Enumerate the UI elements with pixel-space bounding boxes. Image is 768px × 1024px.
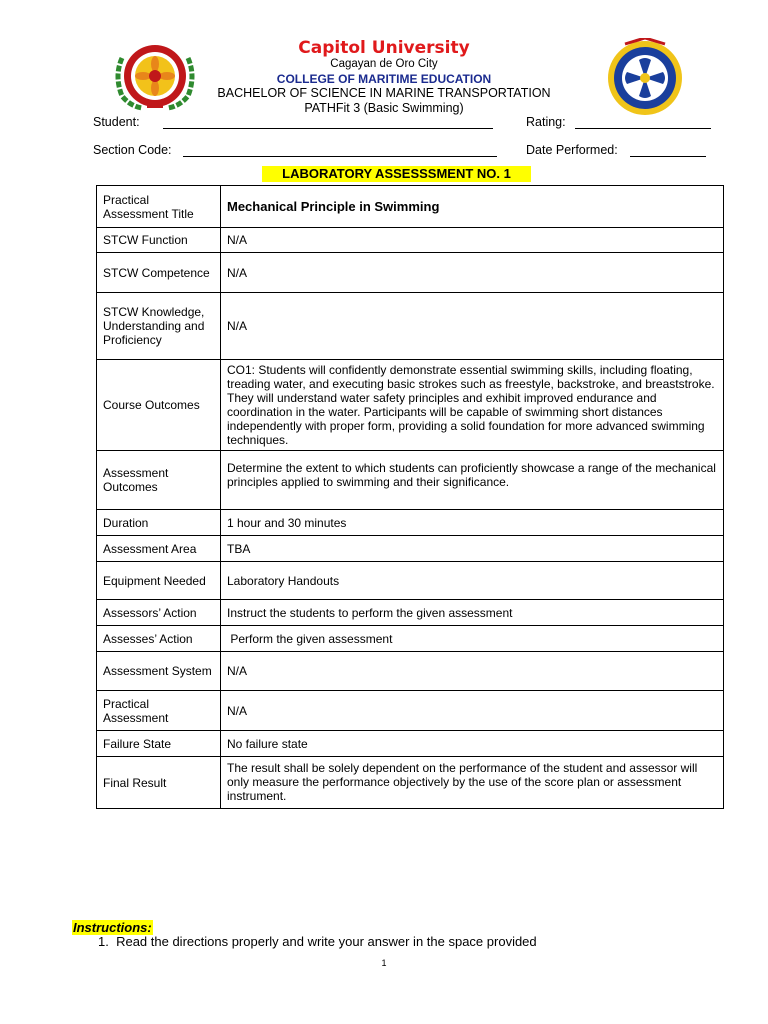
table-row [97, 652, 724, 691]
row-value: CO1: Students will confidently demonstrate essential swimming skills, including floating, treading water, and executing basic strokes such as freestyle, backstroke, and breaststroke. They will understand water safety principles and exhibit improved endurance and coordination in the water. Participants will be capable of swimming short distances independently with proper form, providing a solid foundation for more advanced swimming techniques. [221, 360, 724, 451]
table-row [97, 451, 724, 510]
instructions-heading: Instructions: [73, 920, 152, 935]
row-label: Assesses’ Action [97, 626, 221, 652]
table-row [97, 691, 724, 731]
rating-field [526, 115, 566, 129]
program-name: BACHELOR OF SCIENCE IN MARINE TRANSPORTATION [217, 86, 551, 100]
section-code-blank[interactable] [183, 145, 497, 157]
table-row [97, 626, 724, 652]
university-name: Capitol University [298, 38, 470, 58]
student-field [93, 115, 140, 129]
row-label: Practical Assessment [97, 691, 221, 731]
table-row [97, 731, 724, 757]
lab-assessment-title: LABORATORY ASSESSSMENT NO. 1 [262, 166, 531, 182]
section-code-field [93, 143, 172, 157]
page-number: 1 [381, 958, 387, 968]
date-performed-blank[interactable] [630, 145, 706, 157]
instruction-text: Read the directions properly and write your answer in the space provided [116, 934, 537, 949]
row-label: Final Result [97, 757, 221, 809]
row-value: Determine the extent to which students can proficiently showcase a range of the mechanical principles applied to swimming and their significance. [221, 451, 724, 510]
row-label: Assessment System [97, 652, 221, 691]
row-value: N/A [221, 652, 724, 691]
instruction-item [98, 934, 537, 949]
student-blank[interactable] [163, 117, 493, 129]
row-value: Perform the given assessment [221, 626, 724, 652]
table-row [97, 510, 724, 536]
row-value: N/A [221, 228, 724, 253]
row-value: Instruct the students to perform the given assessment [221, 600, 724, 626]
table-row [97, 360, 724, 451]
table-row [97, 253, 724, 293]
row-value: No failure state [221, 731, 724, 757]
college-name: COLLEGE OF MARITIME EDUCATION [276, 72, 492, 86]
row-label: Assessment Area [97, 536, 221, 562]
city: Cagayan de Oro City [330, 58, 438, 70]
date-performed-label: Date Performed: [526, 143, 618, 157]
row-value: Laboratory Handouts [221, 562, 724, 600]
row-value: 1 hour and 30 minutes [221, 510, 724, 536]
row-value: N/A [221, 691, 724, 731]
row-label: STCW Competence [97, 253, 221, 293]
instruction-number: 1. [98, 934, 109, 949]
row-value: TBA [221, 536, 724, 562]
row-value: The result shall be solely dependent on the performance of the student and assessor will only measure the performance objectively by the use of the score plan or assessment instrument. [221, 757, 724, 809]
row-label: Failure State [97, 731, 221, 757]
row-label: Assessment Outcomes [97, 451, 221, 510]
table-row [97, 600, 724, 626]
student-label: Student: [93, 115, 140, 129]
row-label: STCW Knowledge, Understanding and Proficiency [97, 293, 221, 360]
row-value: N/A [221, 293, 724, 360]
assessment-table [96, 185, 724, 809]
row-label: Practical Assessment Title [97, 186, 221, 228]
table-row [97, 293, 724, 360]
row-value: Mechanical Principle in Swimming [221, 186, 724, 228]
table-row [97, 228, 724, 253]
row-label: Assessors’ Action [97, 600, 221, 626]
table-row [97, 562, 724, 600]
table-row [97, 536, 724, 562]
rating-blank[interactable] [575, 117, 711, 129]
row-value: N/A [221, 253, 724, 293]
date-performed-field [526, 143, 618, 157]
row-label: Course Outcomes [97, 360, 221, 451]
course-name: PATHFit 3 (Basic Swimming) [304, 101, 464, 115]
row-label: STCW Function [97, 228, 221, 253]
rating-label: Rating: [526, 115, 566, 129]
table-row [97, 186, 724, 228]
section-code-label: Section Code: [93, 143, 172, 157]
row-label: Equipment Needed [97, 562, 221, 600]
row-label: Duration [97, 510, 221, 536]
table-row [97, 757, 724, 809]
